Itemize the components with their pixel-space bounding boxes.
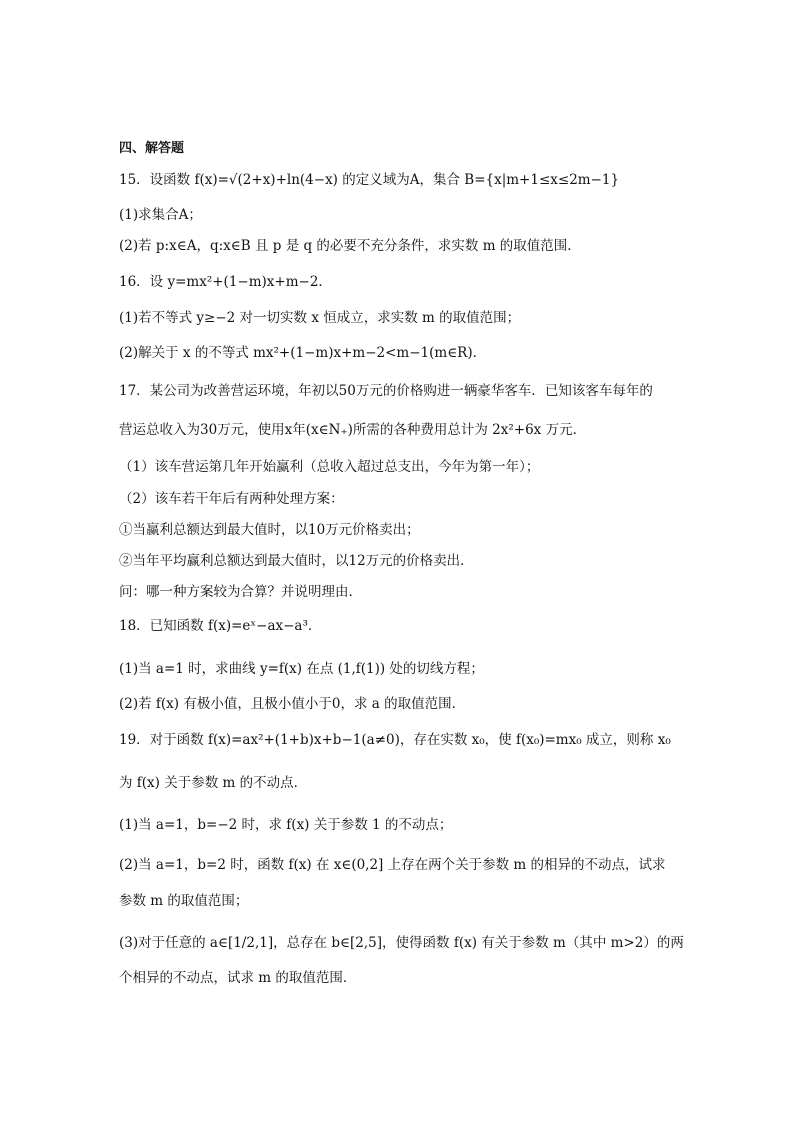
problem-19-part-3-line-1: (3)对于任意的 a∈[1/2,1]，总存在 b∈[2,5]，使得函数 f(x) 有关于参数 m（其中 m>2）的两	[119, 935, 684, 951]
problem-19-part-2-line-1: (2)当 a=1，b=2 时，函数 f(x) 在 x∈(0,2] 上存在两个关于参数 m 的相异的不动点，试求	[119, 857, 666, 873]
problem-17-stem-line-2: 营运总收入为30万元，使用x年(x∈N₊)所需的各种费用总计为 2x²+6x 万元．	[119, 422, 587, 438]
problem-17-part-1: （1）该车营运第几年开始赢利（总收入超过总支出，今年为第一年）；	[119, 459, 540, 475]
problem-18-part-2: (2)若 f(x) 有极小值，且极小值小于0，求 a 的取值范围．	[119, 696, 466, 712]
problem-18-part-1: (1)当 a=1 时，求曲线 y=f(x) 在点 (1,f(1)) 处的切线方程；	[119, 661, 484, 677]
problem-16-part-1: (1)若不等式 y≥−2 对一切实数 x 恒成立，求实数 m 的取值范围；	[119, 310, 521, 326]
problem-16-part-2: (2)解关于 x 的不等式 mx²+(1−m)x+m−2<m−1(m∈R)．	[119, 345, 487, 361]
problem-19-stem-line-1: 19．对于函数 f(x)=ax²+(1+b)x+b−1(a≠0)，存在实数 x₀，使 f(x₀)=mx₀ 成立，则称 x₀	[119, 732, 671, 748]
problem-15-stem: 15．设函数 f(x)=√(2+x)+ln(4−x) 的定义域为A，集合 B={x|m+1≤x≤2m−1}	[119, 172, 620, 188]
problem-17-part-2: （2）该车若干年后有两种处理方案：	[119, 491, 344, 507]
problem-15-part-1: (1)求集合A；	[119, 207, 202, 223]
problem-19-part-1: (1)当 a=1，b=−2 时，求 f(x) 关于参数 1 的不动点；	[119, 817, 453, 833]
problem-15-part-2: (2)若 p:x∈A，q:x∈B 且 p 是 q 的必要不充分条件，求实数 m 的取值范围.	[119, 238, 572, 254]
problem-16-stem: 16．设 y=mx²+(1−m)x+m−2．	[119, 274, 332, 290]
problem-18-stem: 18．已知函数 f(x)=eˣ−ax−a³．	[119, 618, 322, 634]
problem-19-part-3-line-2: 个相异的不动点，试求 m 的取值范围．	[119, 970, 357, 986]
problem-17-stem-line-1: 17．某公司为改善营运环境，年初以50万元的价格购进一辆豪华客车．已知该客车每年的	[119, 383, 653, 399]
problem-17-option-1: ①当赢利总额达到最大值时，以10万元价格卖出；	[119, 522, 420, 538]
problem-19-part-2-line-2: 参数 m 的取值范围；	[119, 893, 249, 909]
section-heading: 四、解答题	[119, 141, 185, 156]
problem-19-stem-line-2: 为 f(x) 关于参数 m 的不动点．	[119, 775, 308, 791]
problem-17-question: 问：哪一种方案较为合算？并说明理由．	[119, 584, 362, 600]
problem-17-option-2: ②当年平均赢利总额达到最大值时，以12万元的价格卖出．	[119, 553, 474, 569]
